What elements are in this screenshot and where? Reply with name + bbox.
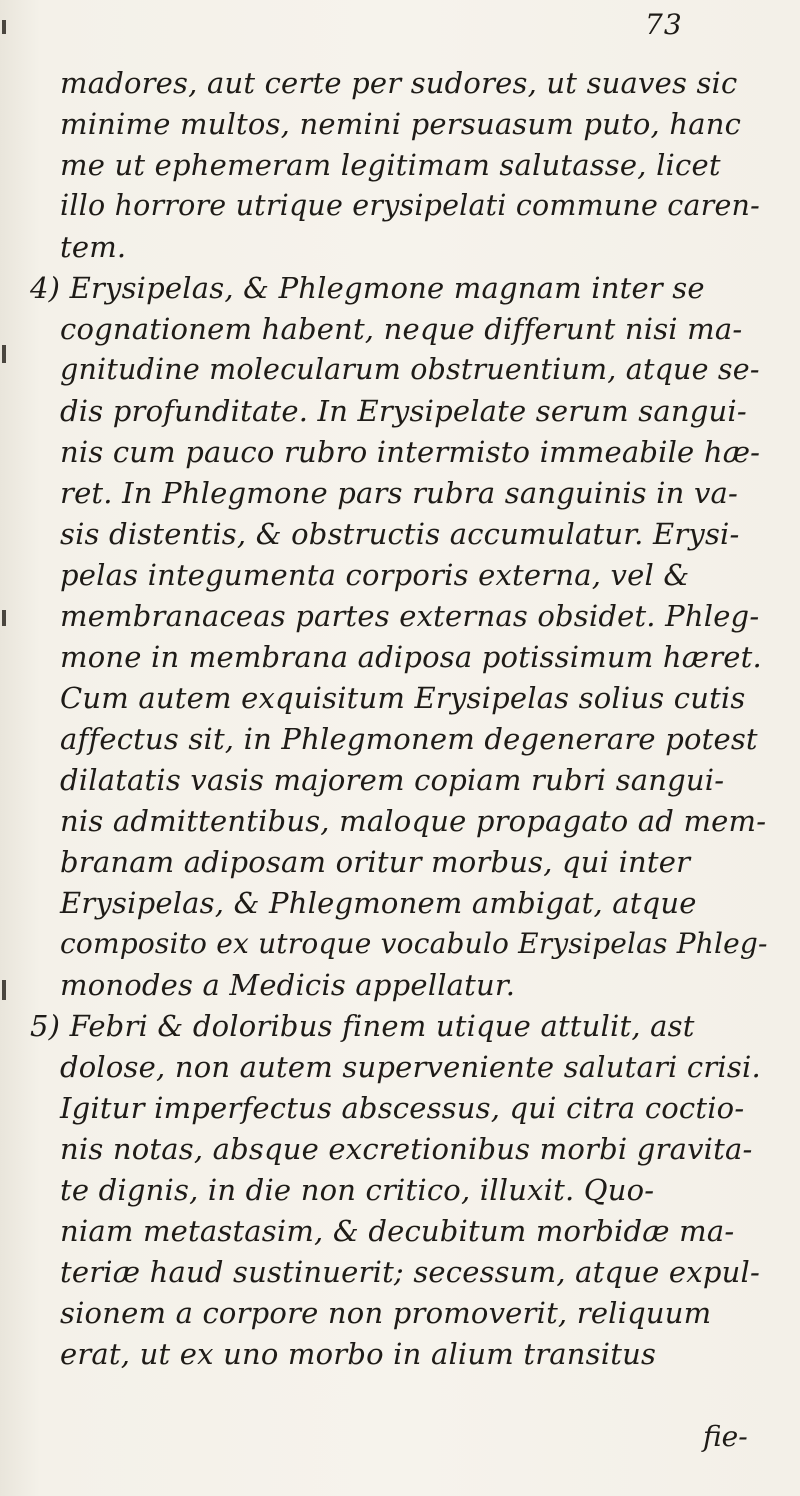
text-line: erat, ut ex uno morbo in alium transitus (60, 1337, 657, 1371)
text-line: niam metastasim, & decubitum morbidæ ma- (60, 1214, 735, 1248)
text-line: dis profunditate. In Erysipelate serum sangui- (60, 394, 747, 428)
text-line: membranaceas partes externas obsidet. Phleg- (60, 599, 760, 633)
text-line: ret. In Phlegmone pars rubra sanguinis in va- (60, 476, 739, 510)
catchword: fie- (703, 1420, 748, 1453)
text-line: gnitudine molecularum obstruentium, atque se- (60, 353, 760, 386)
text-line: madores, aut certe per sudores, ut suaves sic (60, 66, 738, 100)
margin-mark (2, 980, 6, 1000)
text-line: pelas integumenta corporis externa, vel & (60, 558, 690, 592)
text-line: mone in membrana adiposa potissimum hæret. (60, 640, 762, 674)
text-line: tem. (60, 230, 127, 264)
text-line: minime multos, nemini persuasum puto, hanc (60, 107, 742, 141)
text-line: Igitur imperfectus abscessus, qui citra coctio- (60, 1091, 745, 1125)
text-line: composito ex utroque vocabulo Erysipelas Phleg- (60, 927, 768, 960)
text-line: nis notas, absque excretionibus morbi gravita- (60, 1132, 753, 1166)
text-line: cognationem habent, neque differunt nisi ma- (60, 312, 743, 346)
text-line: te dignis, in die non critico, illuxit. Quo- (60, 1173, 655, 1207)
page-number: 73 (645, 8, 683, 41)
text-line: nis cum pauco rubro intermisto immeabile hæ- (60, 435, 761, 469)
text-line: Erysipelas, & Phlegmonem ambigat, atque (60, 886, 697, 920)
text-line: nis admittentibus, maloque propagato ad mem- (60, 804, 767, 838)
text-line: illo horrore utrique erysipelati commune caren- (60, 189, 760, 222)
text-line: monodes a Medicis appellatur. (60, 968, 516, 1002)
text-line: sis distentis, & obstructis accumulatur. Erysi- (60, 517, 740, 551)
margin-mark (2, 20, 6, 34)
text-line: sionem a corpore non promoverit, reliquum (60, 1296, 712, 1330)
paragraph-start-line: 4) Erysipelas, & Phlegmone magnam inter se (30, 271, 705, 305)
text-line: teriæ haud sustinuerit; secessum, atque expul- (60, 1255, 760, 1289)
text-line: me ut ephemeram legitimam salutasse, licet (60, 148, 721, 182)
margin-mark (2, 345, 6, 363)
text-line: dolose, non autem superveniente salutari crisi. (60, 1050, 761, 1084)
margin-mark (2, 610, 6, 626)
text-line: affectus sit, in Phlegmonem degenerare potest (60, 722, 758, 756)
text-line: branam adiposam oritur morbus, qui inter (60, 845, 691, 879)
text-line: Cum autem exquisitum Erysipelas solius cutis (60, 681, 746, 715)
text-line: dilatatis vasis majorem copiam rubri sangui- (60, 763, 725, 797)
paragraph-start-line: 5) Febri & doloribus finem utique attulit, ast (30, 1009, 695, 1043)
